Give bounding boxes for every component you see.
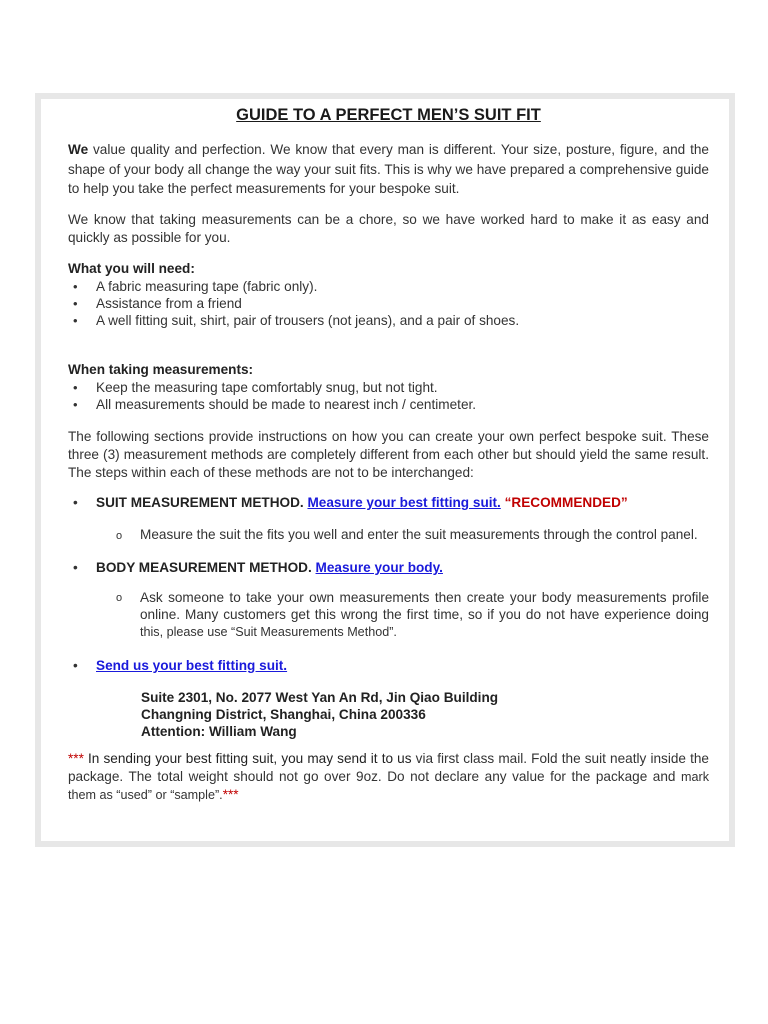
sub-bullet-icon: o bbox=[116, 592, 123, 604]
recommended-open-quote: “ bbox=[504, 495, 512, 510]
sections-paragraph: The following sections provide instructions on how you can create your own perfect bespoke suit. These three (3) measurement methods are completely different from each other but should yield the same result. The steps within each of these methods are not to be interchanged: bbox=[68, 429, 709, 480]
sub-bullet-icon: o bbox=[116, 530, 123, 542]
suit-method-detail: o Measure the suit the fits you well and enter the suit measurements through the control panel. bbox=[116, 526, 709, 544]
bullet-icon: • bbox=[73, 279, 78, 294]
taking-heading: When taking measurements: bbox=[68, 362, 254, 377]
address-line: Changning District, Shanghai, China 200336 bbox=[141, 707, 426, 722]
bullet-icon: • bbox=[73, 495, 78, 510]
intro-lead: We bbox=[68, 142, 89, 157]
note-stars-open: *** bbox=[68, 751, 84, 766]
intro-text: value quality and perfection. We know that every man is different. Your size, posture, figure, and the shape of your body all change the way your suit fits. This is why we have prepared a comprehensive guide to help you take the perfect measurements for your bespoke suit. bbox=[68, 142, 709, 196]
send-suit-link[interactable]: Send us your best fitting suit. bbox=[96, 658, 288, 673]
measure-body-link[interactable]: Measure your body. bbox=[315, 560, 443, 575]
need-list bbox=[68, 278, 709, 329]
address-line: Suite 2301, No. 2077 West Yan An Rd, Jin Qiao Building bbox=[141, 690, 499, 705]
mailing-address bbox=[141, 689, 498, 740]
body-method-detail: o Ask someone to take your own measurements then create your body measurements profile online. Many customers get this wrong the first time, so if you do not have experience doing this, please use “Suit Measurements Method”. bbox=[116, 590, 709, 639]
bullet-icon: • bbox=[73, 658, 78, 673]
measure-suit-link[interactable]: Measure your best fitting suit. bbox=[307, 495, 501, 510]
bullet-icon: • bbox=[73, 397, 78, 412]
suit-method-item bbox=[68, 494, 709, 512]
body-method-label: BODY MEASUREMENT METHOD. bbox=[96, 560, 312, 575]
bullet-icon: • bbox=[73, 313, 78, 328]
shipping-note: *** In sending your best fitting suit, you may send it to us via first class mail. Fold the suit neatly inside the package. The total weight should not go over 9oz. Do not declare any value for the package and mark them as “used” or “sample”.*** bbox=[68, 751, 709, 802]
intro-paragraph bbox=[68, 140, 709, 199]
list-item: • A well fitting suit, shirt, pair of trousers (not jeans), and a pair of shoes. bbox=[73, 313, 520, 328]
list-item: • Assistance from a friend bbox=[73, 296, 242, 311]
bullet-icon: • bbox=[73, 560, 78, 575]
recommended-label: RECOMMENDED bbox=[511, 495, 621, 510]
body-method-item bbox=[68, 559, 709, 577]
note-stars-close: *** bbox=[222, 787, 239, 802]
document-frame bbox=[35, 93, 735, 847]
send-suit-item bbox=[68, 657, 709, 675]
address-attention: Attention: William Wang bbox=[141, 724, 297, 739]
bullet-icon: • bbox=[73, 296, 78, 311]
need-heading: What you will need: bbox=[68, 261, 195, 276]
list-item: • Keep the measuring tape comfortably snug, but not tight. bbox=[73, 380, 438, 395]
suit-method-label: SUIT MEASUREMENT METHOD. bbox=[96, 495, 304, 510]
recommended-close-quote: ” bbox=[620, 495, 628, 510]
ease-paragraph: We know that taking measurements can be a chore, so we have worked hard to make it as easy and quickly as possible for you. bbox=[68, 212, 709, 245]
document-title: GUIDE TO A PERFECT MEN’S SUIT FIT bbox=[236, 106, 541, 124]
taking-list bbox=[68, 379, 709, 413]
list-item: • All measurements should be made to nearest inch / centimeter. bbox=[73, 397, 477, 412]
bullet-icon: • bbox=[73, 380, 78, 395]
list-item: • A fabric measuring tape (fabric only). bbox=[73, 279, 318, 294]
